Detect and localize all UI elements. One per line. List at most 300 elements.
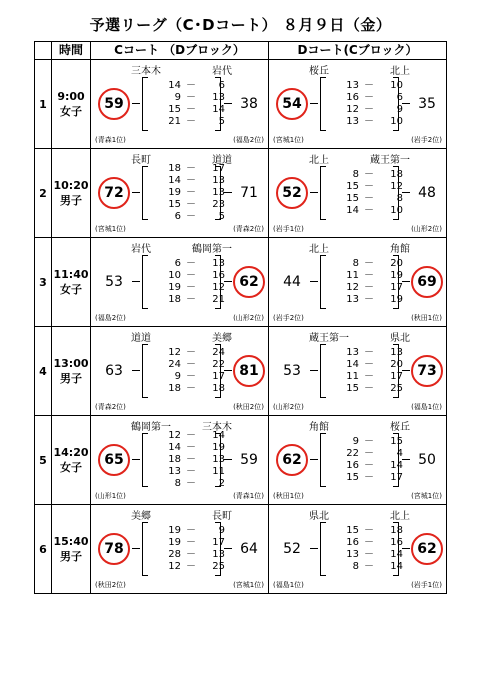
match-card [91, 327, 268, 415]
set-score [151, 199, 239, 211]
set-score-team2: 10 [390, 116, 403, 127]
time-cell [52, 505, 91, 594]
set-score [151, 258, 239, 270]
right-bracket [215, 344, 221, 398]
match-card [269, 238, 446, 326]
set-score [329, 258, 417, 270]
team1-rank: (宮城1位) [273, 136, 304, 144]
set-dash: － [364, 460, 374, 471]
set-score-team1: 8 [352, 169, 359, 180]
team2-name: 北上 [390, 66, 410, 77]
team1-rank: (青森1位) [95, 136, 126, 144]
team1-score-value: 65 [104, 452, 124, 468]
left-bracket [142, 344, 148, 398]
row-number: 5 [35, 416, 52, 505]
set-scores [151, 525, 239, 573]
set-score-team1: 11 [346, 371, 359, 382]
match-card [269, 60, 446, 148]
team2-name: 岩代 [212, 66, 232, 77]
court-c-match [91, 149, 269, 238]
set-score [151, 478, 239, 490]
set-score-team2: 18 [390, 525, 403, 536]
team1-name: 美郷 [131, 511, 151, 522]
gender-label: 女子 [60, 461, 82, 474]
team1-score-value: 72 [104, 185, 124, 201]
set-dash: － [364, 270, 374, 281]
team1-rank: (福島1位) [273, 581, 304, 589]
set-score-team1: 28 [168, 549, 181, 560]
set-score-team1: 12 [346, 282, 359, 293]
set-score [329, 472, 417, 484]
set-dash: － [186, 175, 196, 186]
team2-name: 北上 [390, 511, 410, 522]
court-d-match [269, 238, 447, 327]
right-bracket [215, 522, 221, 576]
connector-line [402, 192, 410, 193]
team2-rank: (岩手1位) [411, 581, 442, 589]
right-bracket [393, 166, 399, 220]
right-bracket [215, 433, 221, 487]
row-number: 1 [35, 60, 52, 149]
team2-rank: (山形2位) [411, 225, 442, 233]
set-score-team2: 13 [390, 347, 403, 358]
set-dash: － [364, 92, 374, 103]
team2-rank: (山形2位) [233, 314, 264, 322]
team2-name: 道道 [212, 155, 232, 166]
team2-score-value: 71 [240, 185, 258, 201]
start-time: 14:20 [53, 446, 89, 459]
set-score [151, 525, 239, 537]
set-score-team2: 12 [212, 282, 225, 293]
set-dash: － [364, 80, 374, 91]
set-score-team2: 14 [390, 561, 403, 572]
set-score-team2: 9 [218, 525, 225, 536]
set-score-team2: 25 [212, 561, 225, 572]
set-score [329, 347, 417, 359]
set-score [329, 282, 417, 294]
set-score-team2: 24 [212, 347, 225, 358]
time-cell [52, 327, 91, 416]
page-title: 予選リーグ（C･Dコート） ８月９日（金） [89, 16, 392, 34]
connector-line [224, 192, 232, 193]
row-number: 3 [35, 238, 52, 327]
set-dash: － [364, 472, 374, 483]
left-bracket [320, 77, 326, 131]
team2-rank: (青森2位) [233, 225, 264, 233]
set-score [151, 294, 239, 306]
team1-score-value: 52 [283, 541, 301, 557]
start-time: 9:00 [57, 90, 85, 103]
team2-name: 蔵王第一 [370, 155, 410, 166]
header-court-c: Cコート （Dブロック） [91, 42, 269, 60]
match-card [269, 149, 446, 237]
match-row [35, 149, 447, 238]
set-score-team1: 19 [168, 537, 181, 548]
set-score-team1: 19 [168, 282, 181, 293]
court-c-match [91, 238, 269, 327]
set-scores [151, 80, 239, 128]
set-score-team1: 22 [346, 448, 359, 459]
set-score-team2: 14 [390, 460, 403, 471]
set-dash: － [186, 466, 196, 477]
set-score-team2: 18 [390, 169, 403, 180]
court-d-match [269, 149, 447, 238]
set-score-team1: 15 [168, 104, 181, 115]
set-dash: － [186, 359, 196, 370]
left-bracket [320, 522, 326, 576]
set-score-team1: 14 [168, 442, 181, 453]
set-dash: － [186, 537, 196, 548]
set-scores [151, 258, 239, 306]
left-bracket [142, 166, 148, 220]
match-card [91, 60, 268, 148]
match-card [269, 416, 446, 504]
start-time: 10:20 [53, 179, 89, 192]
team1-name: 北上 [309, 155, 329, 166]
team2-score-value: 64 [240, 541, 258, 557]
set-dash: － [186, 104, 196, 115]
set-score-team1: 15 [346, 383, 359, 394]
gender-label: 女子 [60, 283, 82, 296]
match-card [269, 505, 446, 593]
team1-name: 角館 [309, 422, 329, 433]
set-score [329, 460, 417, 472]
set-score-team2: 17 [212, 163, 225, 174]
set-score [151, 561, 239, 573]
court-c-match [91, 505, 269, 594]
team1-score-value: 62 [282, 452, 302, 468]
set-score-team1: 13 [346, 549, 359, 560]
team1-rank: (宮城1位) [95, 225, 126, 233]
set-dash: － [186, 347, 196, 358]
set-dash: － [186, 211, 196, 222]
set-dash: － [186, 258, 196, 269]
set-score-team2: 13 [212, 175, 225, 186]
set-score [151, 371, 239, 383]
set-scores [329, 347, 417, 395]
set-score-team2: 22 [212, 359, 225, 370]
right-bracket [393, 255, 399, 309]
set-score-team1: 15 [346, 525, 359, 536]
right-bracket [215, 166, 221, 220]
match-row [35, 505, 447, 594]
team2-rank: (青森1位) [233, 492, 264, 500]
set-score [151, 383, 239, 395]
team2-score-value: 59 [240, 452, 258, 468]
team1-score-value: 52 [282, 185, 302, 201]
set-dash: － [186, 187, 196, 198]
team2-name: 鶴岡第一 [192, 244, 232, 255]
set-score [329, 561, 417, 573]
set-score-team1: 15 [346, 193, 359, 204]
set-score-team1: 12 [168, 430, 181, 441]
set-score [329, 104, 417, 116]
team1-score-value: 54 [282, 96, 302, 112]
set-score-team1: 6 [174, 258, 181, 269]
set-score [151, 549, 239, 561]
set-score-team2: 13 [212, 187, 225, 198]
set-score [151, 187, 239, 199]
set-score-team1: 8 [352, 258, 359, 269]
connector-line [310, 103, 318, 104]
set-dash: － [186, 430, 196, 441]
set-score-team2: 16 [390, 537, 403, 548]
team1-rank: (青森2位) [95, 403, 126, 411]
connector-line [132, 459, 140, 460]
start-time: 11:40 [53, 268, 89, 281]
team1-name: 県北 [309, 511, 329, 522]
set-score-team1: 8 [174, 478, 181, 489]
set-score-team2: 14 [390, 549, 403, 560]
set-score [151, 163, 239, 175]
set-dash: － [186, 549, 196, 560]
set-scores [329, 436, 417, 484]
set-score-team1: 13 [346, 347, 359, 358]
set-score-team1: 11 [346, 270, 359, 281]
team1-rank: (岩手2位) [273, 314, 304, 322]
set-score-team1: 16 [346, 92, 359, 103]
set-score-team1: 13 [346, 80, 359, 91]
set-dash: － [364, 549, 374, 560]
set-score [151, 442, 239, 454]
court-d-match [269, 416, 447, 505]
match-card [269, 327, 446, 415]
team2-name: 桜丘 [390, 422, 410, 433]
set-score [329, 205, 417, 217]
team2-rank: (宮城1位) [233, 581, 264, 589]
team2-score-value: 69 [417, 274, 437, 290]
court-c-match [91, 327, 269, 416]
set-dash: － [186, 454, 196, 465]
team2-score-value: 38 [240, 96, 258, 112]
team1-score-value: 63 [105, 363, 123, 379]
left-bracket [320, 255, 326, 309]
connector-line [310, 370, 318, 371]
set-dash: － [364, 383, 374, 394]
set-score [329, 549, 417, 561]
set-score [329, 436, 417, 448]
set-score [151, 347, 239, 359]
set-score-team1: 19 [168, 525, 181, 536]
set-score-team2: 18 [212, 383, 225, 394]
set-score-team2: 13 [212, 549, 225, 560]
set-score-team2: 19 [390, 294, 403, 305]
right-bracket [393, 522, 399, 576]
team1-rank: (山形1位) [95, 492, 126, 500]
set-score-team2: 8 [396, 193, 403, 204]
start-time: 15:40 [53, 535, 89, 548]
match-row [35, 60, 447, 149]
set-dash: － [186, 199, 196, 210]
team2-rank: (岩手2位) [411, 136, 442, 144]
set-score-team2: 12 [390, 181, 403, 192]
team1-rank: (秋田2位) [95, 581, 126, 589]
set-dash: － [364, 561, 374, 572]
connector-line [402, 370, 410, 371]
set-score-team1: 19 [168, 187, 181, 198]
connector-line [132, 281, 140, 282]
team1-name: 桜丘 [309, 66, 329, 77]
set-score-team1: 9 [352, 436, 359, 447]
set-dash: － [186, 561, 196, 572]
header-court-d: Dコート(Cブロック） [269, 42, 447, 60]
set-score-team1: 12 [168, 561, 181, 572]
set-dash: － [186, 383, 196, 394]
gender-label: 女子 [60, 105, 82, 118]
set-scores [329, 258, 417, 306]
connector-line [132, 192, 140, 193]
team1-score-value: 59 [104, 96, 124, 112]
set-dash: － [364, 448, 374, 459]
header-time: 時間 [52, 42, 91, 60]
set-score [151, 104, 239, 116]
right-bracket [215, 77, 221, 131]
connector-line [402, 548, 410, 549]
set-score-team2: 20 [390, 258, 403, 269]
connector-line [224, 548, 232, 549]
set-dash: － [364, 359, 374, 370]
team1-name: 蔵王第一 [309, 333, 349, 344]
team1-score-value: 44 [283, 274, 301, 290]
set-score-team1: 18 [168, 294, 181, 305]
set-dash: － [186, 116, 196, 127]
set-dash: － [186, 80, 196, 91]
set-dash: － [364, 193, 374, 204]
team2-name: 県北 [390, 333, 410, 344]
set-score-team1: 8 [352, 561, 359, 572]
set-score [329, 80, 417, 92]
team1-score-value: 78 [104, 541, 124, 557]
left-bracket [320, 344, 326, 398]
set-score [151, 80, 239, 92]
right-bracket [393, 77, 399, 131]
set-scores [151, 430, 239, 490]
set-dash: － [364, 436, 374, 447]
set-score-team2: 4 [396, 448, 403, 459]
set-dash: － [186, 478, 196, 489]
set-score-team2: 13 [212, 92, 225, 103]
team2-score-value: 62 [239, 274, 259, 290]
team1-rank: (福島2位) [95, 314, 126, 322]
set-score-team2: 16 [212, 270, 225, 281]
row-number: 2 [35, 149, 52, 238]
set-score-team2: 11 [212, 466, 225, 477]
set-score-team1: 13 [168, 466, 181, 477]
set-score-team2: 10 [390, 80, 403, 91]
set-score-team2: 19 [390, 270, 403, 281]
set-dash: － [364, 537, 374, 548]
set-score-team1: 9 [174, 92, 181, 103]
team1-rank: (秋田1位) [273, 492, 304, 500]
header-row [35, 42, 447, 60]
court-d-match [269, 505, 447, 594]
set-dash: － [186, 525, 196, 536]
set-score-team2: 23 [212, 199, 225, 210]
connector-line [132, 548, 140, 549]
set-score [151, 430, 239, 442]
team1-name: 三本木 [131, 66, 161, 77]
match-card [91, 416, 268, 504]
set-score-team2: 21 [212, 294, 225, 305]
set-score [151, 175, 239, 187]
set-score [151, 282, 239, 294]
schedule-table [34, 41, 447, 594]
set-score-team1: 15 [168, 199, 181, 210]
team2-score-value: 73 [417, 363, 437, 379]
left-bracket [320, 166, 326, 220]
left-bracket [142, 433, 148, 487]
set-dash: － [186, 163, 196, 174]
set-scores [151, 347, 239, 395]
set-score-team2: 15 [390, 436, 403, 447]
connector-line [132, 370, 140, 371]
start-time: 13:00 [53, 357, 89, 370]
gender-label: 男子 [60, 194, 82, 207]
time-cell [52, 238, 91, 327]
team2-name: 美郷 [212, 333, 232, 344]
set-score-team2: 6 [218, 80, 225, 91]
set-score-team1: 24 [168, 359, 181, 370]
set-dash: － [364, 294, 374, 305]
right-bracket [215, 255, 221, 309]
set-scores [151, 163, 239, 223]
match-row [35, 416, 447, 505]
set-dash: － [364, 181, 374, 192]
team2-rank: (福島2位) [233, 136, 264, 144]
court-d-match [269, 327, 447, 416]
set-score-team1: 13 [346, 116, 359, 127]
team1-name: 北上 [309, 244, 329, 255]
set-score-team2: 17 [390, 472, 403, 483]
set-score-team2: 13 [212, 258, 225, 269]
left-bracket [142, 255, 148, 309]
set-dash: － [364, 104, 374, 115]
set-score [329, 294, 417, 306]
set-score-team2: 25 [390, 383, 403, 394]
set-score [329, 525, 417, 537]
team2-score-value: 48 [418, 185, 436, 201]
set-score-team1: 14 [346, 205, 359, 216]
set-score-team2: 19 [212, 442, 225, 453]
set-score-team2: 17 [390, 282, 403, 293]
set-score-team1: 21 [168, 116, 181, 127]
set-score [329, 116, 417, 128]
team2-name: 角館 [390, 244, 410, 255]
set-score-team1: 10 [168, 270, 181, 281]
connector-line [310, 192, 318, 193]
set-score-team1: 6 [174, 211, 181, 222]
set-dash: － [186, 442, 196, 453]
court-c-match [91, 416, 269, 505]
set-score-team1: 15 [346, 472, 359, 483]
match-card [91, 238, 268, 326]
set-score-team2: 17 [390, 371, 403, 382]
set-score-team2: 17 [212, 371, 225, 382]
team2-score-value: 62 [417, 541, 437, 557]
team2-score-value: 35 [418, 96, 436, 112]
set-score [151, 454, 239, 466]
court-d-match [269, 60, 447, 149]
court-c-match [91, 60, 269, 149]
team1-name: 鶴岡第一 [131, 422, 171, 433]
match-card [91, 149, 268, 237]
match-row [35, 327, 447, 416]
connector-line [402, 103, 410, 104]
gender-label: 男子 [60, 372, 82, 385]
set-score-team2: 5 [218, 116, 225, 127]
set-score-team1: 13 [346, 294, 359, 305]
row-number: 6 [35, 505, 52, 594]
